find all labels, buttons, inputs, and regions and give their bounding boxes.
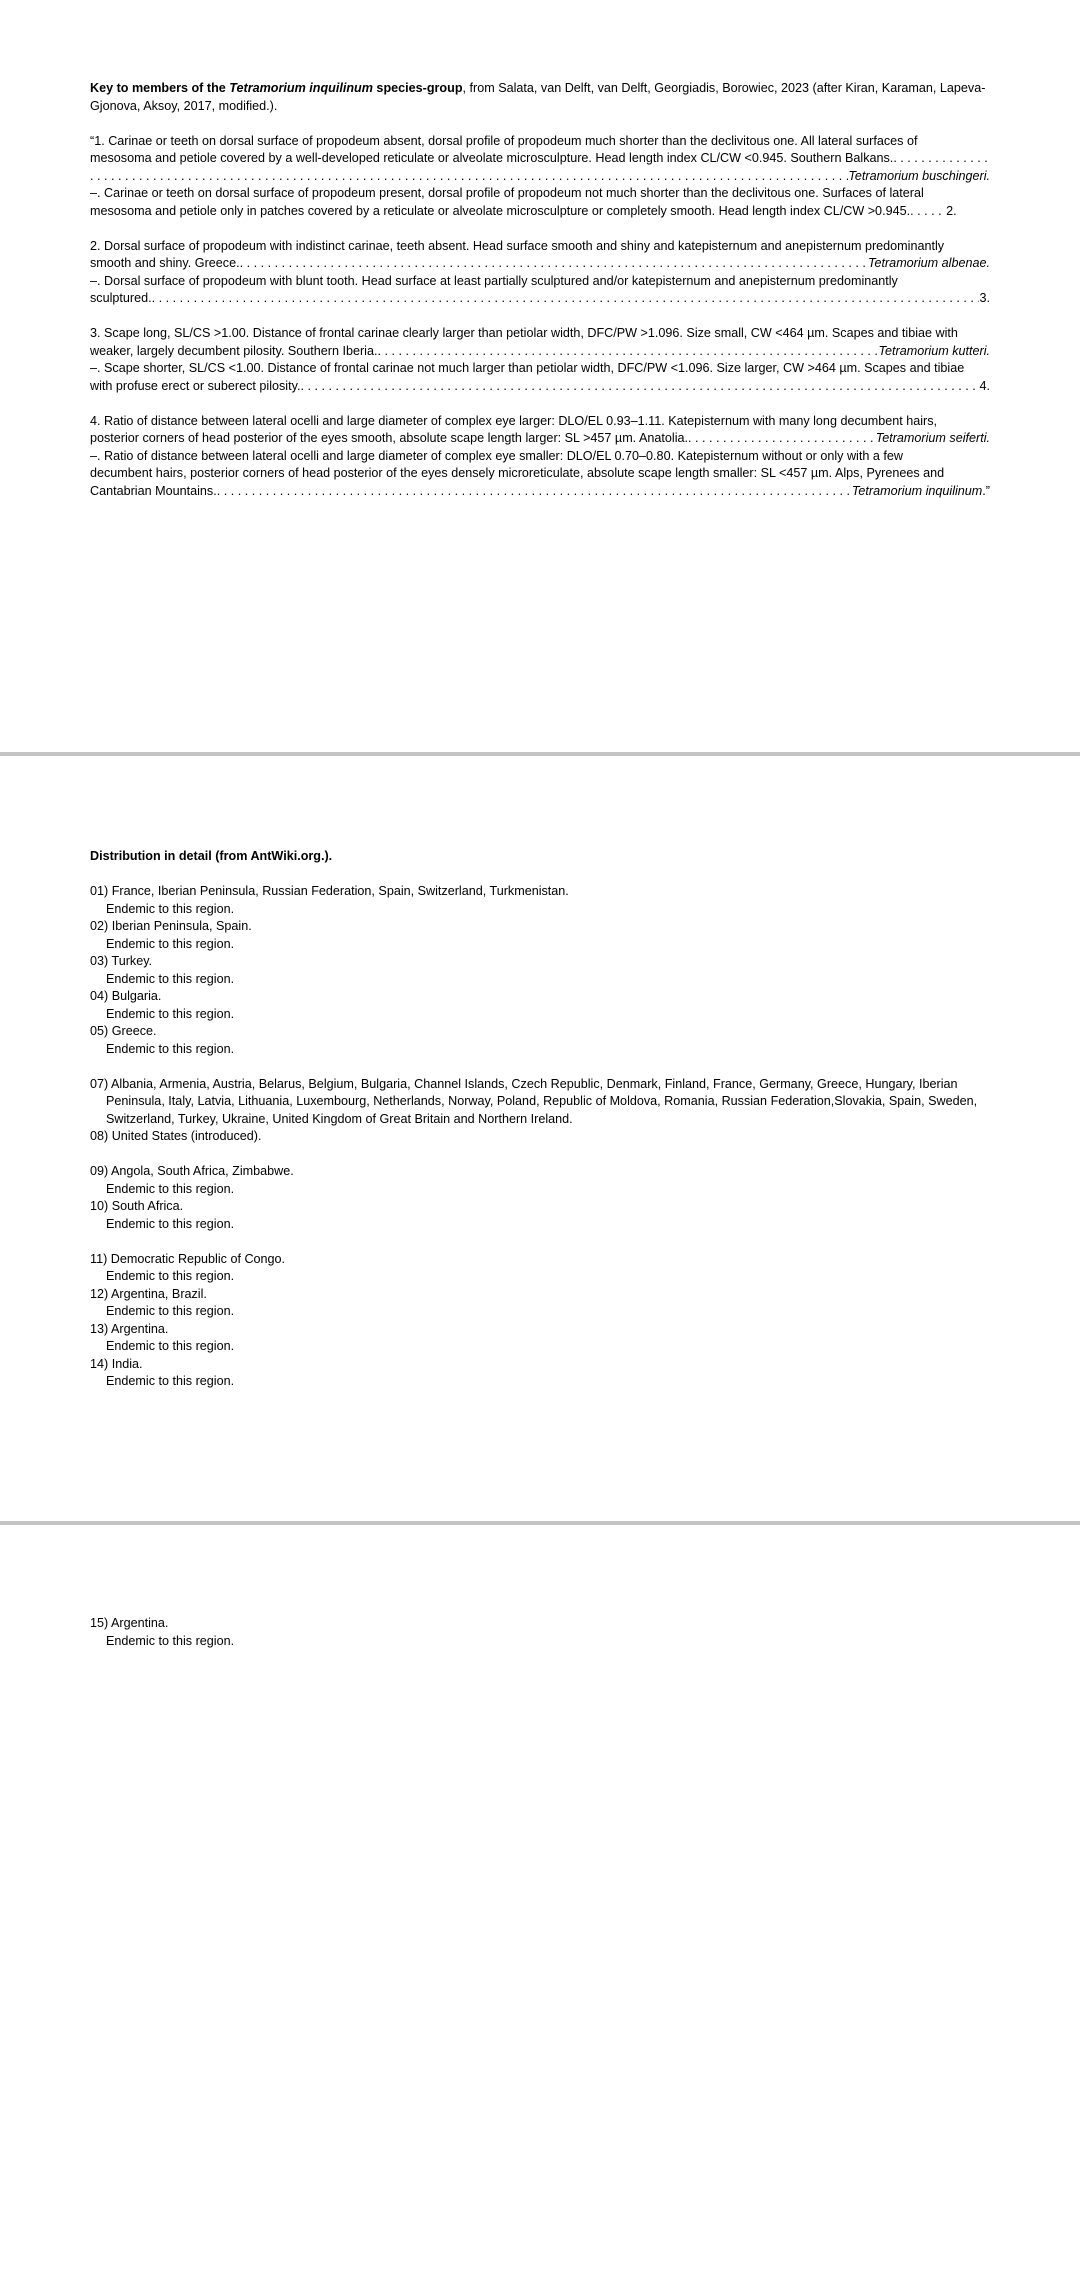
couplet-text: decumbent hairs, posterior corners of head posterior of the eyes densely microreticulate, absolute scape length smaller: SL <457 µm. Alps, Pyrenees and	[90, 466, 945, 480]
distribution-row: 09) Angola, South Africa, Zimbabwe.	[90, 1164, 294, 1178]
couplet-text: posterior corners of head posterior of the eyes smooth, absolute scape length larger: SL >457 µm. Anatolia.	[90, 431, 688, 445]
distribution-row: 01) France, Iberian Peninsula, Russian Federation, Spain, Switzerland, Turkmenistan.	[90, 884, 569, 898]
distribution-row: 07) Albania, Armenia, Austria, Belarus, Belgium, Bulgaria, Channel Islands, Czech Republic, Denmark, Finland, France, Germany, Greece, Hungary, Iberian	[90, 1076, 958, 1091]
couplet-result: Tetramorium buschingeri.	[848, 168, 990, 183]
distribution-row: 14) India.	[90, 1356, 143, 1371]
couplet-3	[90, 325, 990, 395]
couplet-4	[90, 413, 990, 501]
endemic-note: Endemic to this region.	[106, 901, 235, 916]
couplet-text: sculptured.	[90, 291, 152, 305]
couplet-result: 2.	[946, 203, 957, 218]
identification-key	[90, 80, 990, 518]
closing-quote: .”	[982, 483, 990, 498]
couplet-1	[90, 133, 990, 221]
distribution-row: 02) Iberian Peninsula, Spain.	[90, 919, 252, 933]
couplet-text: mesosoma and petiole only in patches covered by a reticulate or alveolate microsculpture or completely smooth. Head length index CL/CW >0.945.	[90, 203, 911, 218]
distribution-row: 12) Argentina, Brazil.	[90, 1286, 207, 1301]
endemic-note: Endemic to this region.	[106, 971, 235, 986]
couplet-text: –. Dorsal surface of propodeum with blunt tooth. Head surface at least partially sculptured and/or katepisternum and anepisternum predominantly	[90, 273, 898, 288]
distribution-continued	[90, 1615, 990, 1650]
distribution-row-continued: Peninsula, Italy, Latvia, Lithuania, Luxembourg, Netherlands, Norway, Poland, Republic of Moldova, Romania, Russian Federation,Slovakia, Spain, Sweden,	[106, 1094, 978, 1108]
distribution-row: 03) Turkey.	[90, 954, 153, 968]
distribution-row: 11) Democratic Republic of Congo.	[90, 1251, 286, 1266]
couplet-result: Tetramorium seiferti.	[875, 431, 990, 445]
distribution-heading: Distribution in detail (from AntWiki.org.).	[90, 849, 333, 863]
distribution-row: 13) Argentina.	[90, 1321, 169, 1336]
endemic-note: Endemic to this region.	[106, 1216, 235, 1231]
couplet-text: –. Carinae or teeth on dorsal surface of propodeum present, dorsal profile of propodeum not much shorter than the declivitous one. Surfaces of lateral	[90, 186, 924, 200]
endemic-note: Endemic to this region.	[106, 1269, 235, 1283]
couplet-text: 3. Scape long, SL/CS >1.00. Distance of frontal carinae clearly larger than petiolar width, DFC/PW >1.096. Size small, CW <464 µm. Scapes and tibiae with	[90, 326, 958, 340]
couplet-text: 2. Dorsal surface of propodeum with indistinct carinae, teeth absent. Head surface smooth and shiny and katepisternum and anepisternum predominantly	[90, 238, 945, 253]
distribution-row-continued: Switzerland, Turkey, Ukraine, United Kingdom of Great Britain and Northern Ireland.	[106, 1111, 573, 1126]
endemic-note: Endemic to this region.	[106, 1633, 235, 1648]
couplet-result: Tetramorium inquilinum	[851, 483, 983, 498]
endemic-note: Endemic to this region.	[106, 1374, 235, 1388]
couplet-text: smooth and shiny. Greece.	[90, 256, 240, 270]
couplet-result: Tetramorium albenae.	[867, 256, 990, 270]
couplet-text: –. Scape shorter, SL/CS <1.00. Distance of frontal carinae not much larger than petiolar width, DFC/PW <1.096. Size larger, CW >464 µm. Scapes and tibiae	[90, 361, 965, 375]
endemic-note: Endemic to this region.	[106, 936, 235, 951]
couplet-text: with profuse erect or suberect pilosity.	[90, 378, 301, 393]
key-heading: Key to members of the Tetramorium inquilinum species-group, from Salata, van Delft, van Delft, Georgiadis, Borowiec, 2023 (after Kiran, Karaman, Lapeva-Gjonova, Aksoy, 2017, modified.).	[90, 81, 986, 113]
couplet-2	[90, 238, 990, 308]
endemic-note: Endemic to this region.	[106, 1041, 235, 1056]
endemic-note: Endemic to this region.	[106, 1006, 235, 1021]
couplet-text: weaker, largely decumbent pilosity. Southern Iberia.	[90, 343, 378, 358]
page-separator	[0, 752, 1080, 756]
couplet-text: –. Ratio of distance between lateral ocelli and large diameter of complex eye smaller: DLO/EL 0.70–0.80. Katepisternum without or only with a few	[90, 448, 903, 463]
endemic-note: Endemic to this region.	[106, 1339, 235, 1353]
couplet-text: Cantabrian Mountains.	[90, 483, 217, 498]
distribution-row: 04) Bulgaria.	[90, 989, 162, 1003]
distribution-section	[90, 848, 990, 1391]
couplet-text: 4. Ratio of distance between lateral ocelli and large diameter of complex eye larger: DLO/EL 0.93–1.11. Katepisternum with many long decumbent hairs,	[90, 413, 938, 428]
couplet-result: 4.	[979, 378, 990, 393]
page-separator	[0, 1521, 1080, 1525]
couplet-result: Tetramorium kutteri.	[878, 343, 990, 358]
couplet-text: mesosoma and petiole covered by a well-developed reticulate or alveolate microsculpture. Head length index CL/CW <0.945. Southern Balkans.	[90, 151, 894, 165]
distribution-row: 05) Greece.	[90, 1024, 157, 1038]
couplet-text: “1. Carinae or teeth on dorsal surface of propodeum absent, dorsal profile of propodeum much shorter than the declivitous one. All lateral surfaces of	[90, 133, 918, 148]
distribution-row: 15) Argentina.	[90, 1616, 169, 1630]
distribution-row: 08) United States (introduced).	[90, 1129, 262, 1143]
couplet-result: 3.	[979, 291, 990, 305]
endemic-note: Endemic to this region.	[106, 1304, 235, 1318]
endemic-note: Endemic to this region.	[106, 1181, 235, 1196]
distribution-row: 10) South Africa.	[90, 1199, 184, 1213]
